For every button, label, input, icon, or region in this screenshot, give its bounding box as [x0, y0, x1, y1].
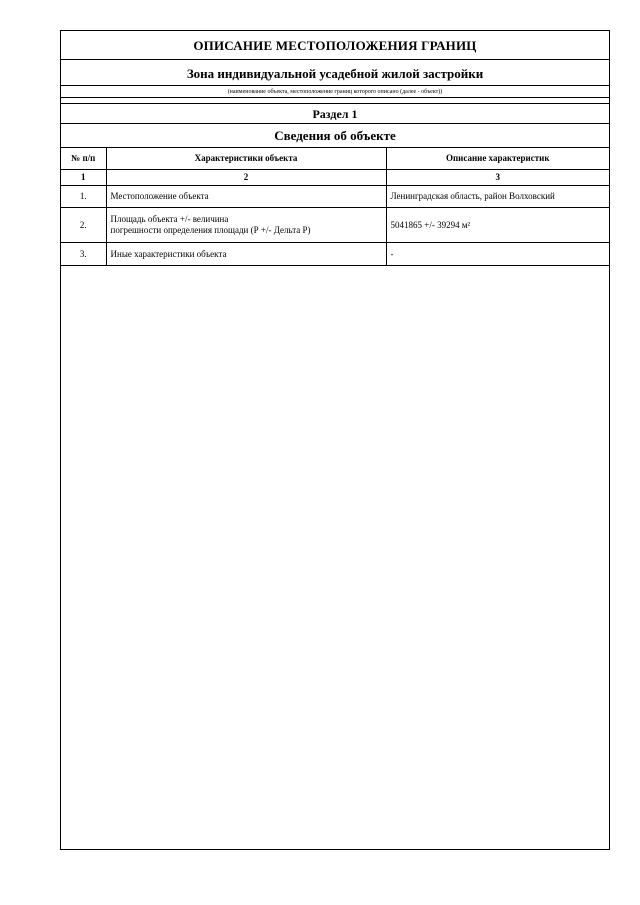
- row-number: 1.: [61, 185, 106, 207]
- header-characteristic: Характеристики объекта: [106, 148, 386, 169]
- table-row: [61, 242, 609, 265]
- object-info-table: [61, 148, 609, 266]
- row-value: 5041865 +/- 39294 м²: [386, 207, 609, 242]
- document-title: ОПИСАНИЕ МЕСТОПОЛОЖЕНИЯ ГРАНИЦ: [61, 31, 609, 60]
- section-heading: Раздел 1: [61, 104, 609, 124]
- row-number: 3.: [61, 242, 106, 265]
- column-number: 3: [386, 169, 609, 185]
- row-characteristic: Местоположение объекта: [106, 185, 386, 207]
- row-number: 2.: [61, 207, 106, 242]
- column-number: 1: [61, 169, 106, 185]
- table-header-row: [61, 148, 609, 169]
- column-number-row: [61, 169, 609, 185]
- row-value: -: [386, 242, 609, 265]
- header-num: № п/п: [61, 148, 106, 169]
- table-row: [61, 185, 609, 207]
- row-value: Ленинградская область, район Волховский: [386, 185, 609, 207]
- table-row: [61, 207, 609, 242]
- row-characteristic-line: Площадь объекта +/- величина: [110, 213, 229, 224]
- document-page: [60, 30, 610, 850]
- header-description: Описание характеристик: [386, 148, 609, 169]
- column-number: 2: [106, 169, 386, 185]
- row-characteristic-line: погрешности определения площади (Р +/- Дельта Р): [110, 224, 311, 235]
- section-title: Сведения об объекте: [61, 124, 609, 148]
- row-characteristic: [106, 207, 386, 242]
- object-name-caption: (наименование объекта, местоположение границ которого описано (далее - объект)): [61, 86, 609, 98]
- row-characteristic: Иные характеристики объекта: [106, 242, 386, 265]
- object-name: Зона индивидуальной усадебной жилой застройки: [186, 66, 484, 81]
